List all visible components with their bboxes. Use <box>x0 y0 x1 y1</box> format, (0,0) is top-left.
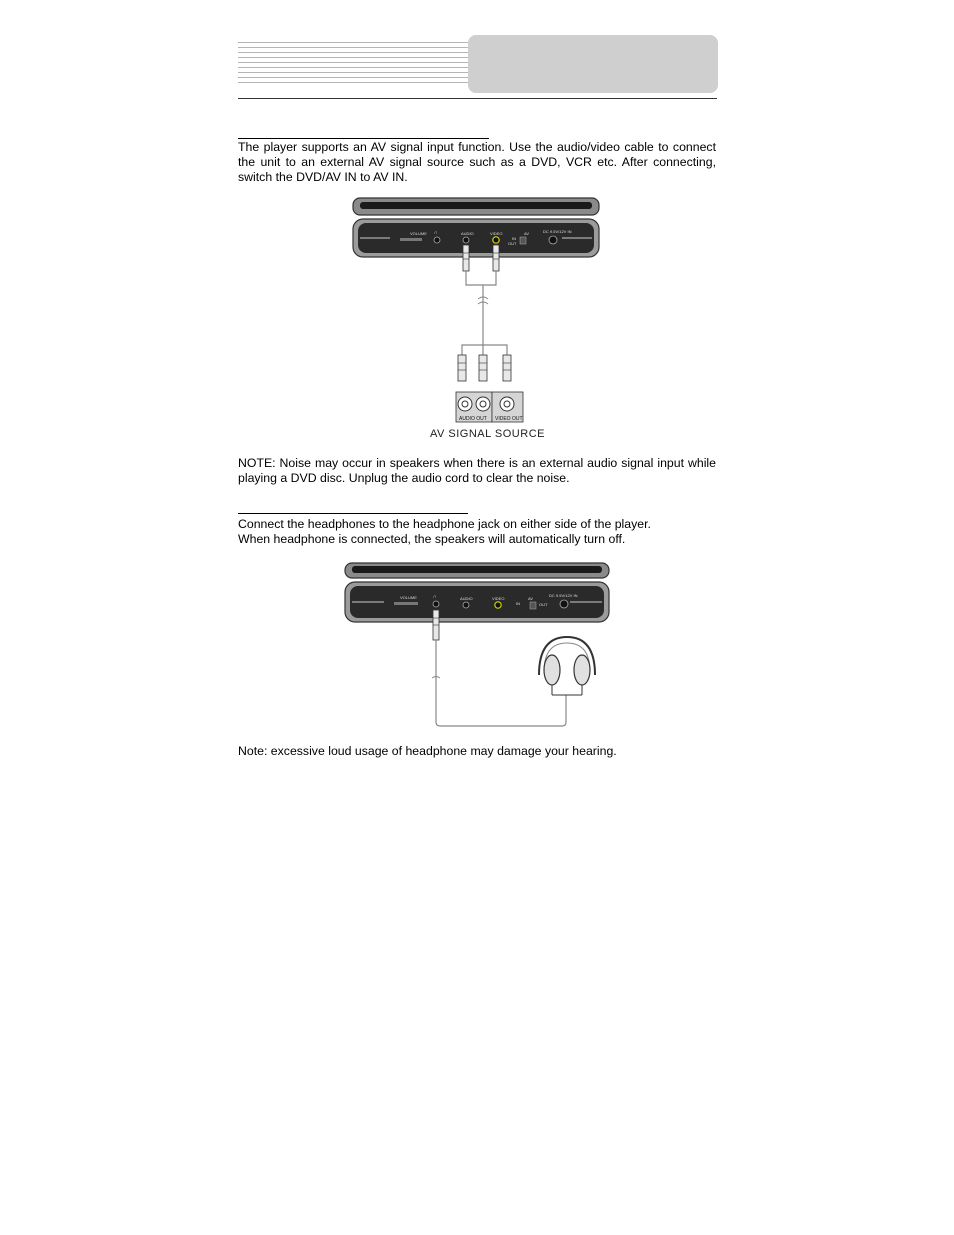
section-headphones-heading-rule <box>238 513 468 514</box>
video-label: VIDEO <box>490 231 503 236</box>
dc-jack <box>549 236 557 244</box>
hp-av-label: AV <box>528 596 534 601</box>
header-stripes <box>238 42 470 86</box>
hp-dc-label: DC 9.5V/12V IN <box>549 593 578 598</box>
video-out-label: VIDEO OUT <box>495 416 523 422</box>
headphones-note: Note: excessive loud usage of headphone may damage your hearing. <box>238 744 617 758</box>
av-label: AV <box>524 231 530 236</box>
headphones-line-2: When headphone is connected, the speakers will automatically turn off. <box>238 532 626 546</box>
volume-label: VOLUME <box>410 231 427 236</box>
header-tab <box>468 35 718 93</box>
hp-volume-label: VOLUME <box>400 595 417 600</box>
out-label: OUT <box>508 241 517 246</box>
audio-label: AUDIO <box>461 231 474 236</box>
svg-text:∩: ∩ <box>434 230 438 236</box>
audio-out-label: AUDIO OUT <box>459 416 487 422</box>
av-connection-diagram <box>350 195 602 445</box>
hp-out-label: OUT <box>539 602 548 607</box>
av-in-note: NOTE: Noise may occur in speakers when there is an external audio signal input while playing a DVD disc. Unplug the audio cord to clear the noise. <box>238 456 716 485</box>
hp-video-label: VIDEO <box>492 596 505 601</box>
hp-audio-label: AUDIO <box>460 596 473 601</box>
dc-label: DC 9.5V/12V IN <box>543 229 572 234</box>
headphone-jack <box>434 237 440 243</box>
section-av-in-heading-rule <box>238 138 489 139</box>
video-in-jack <box>493 237 499 243</box>
headphones-line-1: Connect the headphones to the headphone jack on either side of the player. <box>238 517 651 531</box>
headphone-connection-diagram <box>342 560 612 732</box>
av-in-body: The player supports an AV signal input function. Use the audio/video cable to connect the unit to an external AV signal source such as a DVD, VCR etc. After connecting, switch the DVD/AV IN to AV IN. <box>238 140 716 184</box>
header-rule <box>238 98 717 99</box>
hp-in-label: IN <box>516 601 520 606</box>
svg-text:∩: ∩ <box>433 594 437 600</box>
dvd-av-switch <box>520 237 526 244</box>
headphones-icon <box>539 637 595 695</box>
headphones-body <box>238 517 716 547</box>
av-signal-source-caption: AV SIGNAL SOURCE <box>430 428 545 440</box>
hp-headphone-jack <box>433 601 439 607</box>
audio-in-jack <box>463 237 469 243</box>
in-label: IN <box>512 236 516 241</box>
